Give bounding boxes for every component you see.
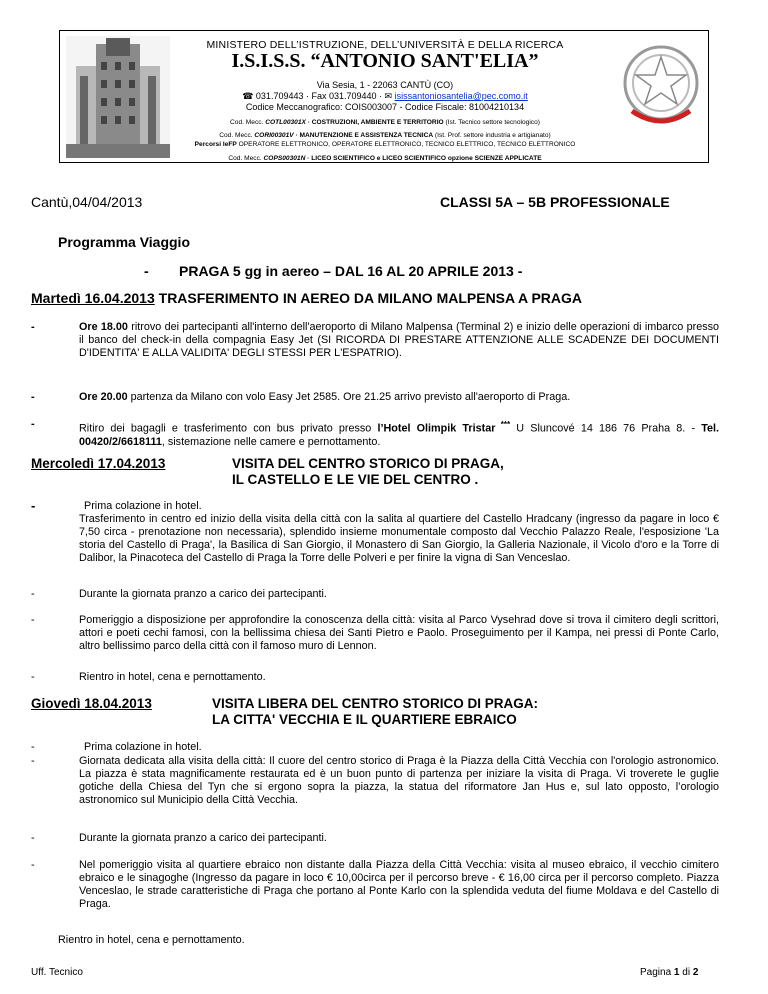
day-title-wednesday-2: IL CASTELLO E LE VIE DEL CENTRO . (232, 472, 479, 487)
bullet-dash: - (31, 498, 36, 513)
program-item: Prima colazione in hotel. (84, 741, 202, 753)
bullet-dash: - (31, 755, 35, 767)
program-item: Rientro in hotel, cena e pernottamento. (79, 671, 266, 683)
program-item: Rientro in hotel, cena e pernottamento. (58, 934, 245, 946)
day-title: TRASFERIMENTO IN AEREO DA MILANO MALPENSA A PRAGA (154, 290, 583, 306)
school-codes: Codice Meccanografico: COIS003007 - Codice Fiscale: 81004210134 (245, 102, 525, 112)
hotel-phone: Tel. 00420/2/6618111 (79, 422, 720, 448)
mail-icon: ✉ (384, 91, 395, 101)
section-line: Cod. Mecc. CORI00301V · MANUTENZIONE E ASSISTENZA TECNICA (Ist. Prof. settore industria e artigianato) (219, 132, 551, 139)
bullet-dash: - (31, 321, 35, 333)
section-line: Percorsi IeFP OPERATORE ELETTRONICO, OPERATORE ELETTRONICO, TECNICO ELETTRICO, TECNICO ELETTRONICO (194, 141, 576, 148)
program-item: Nel pomeriggio visita al quartiere ebraico non distante dalla Piazza della Città Vecchia: visita al museo ebraico, il vecchio cimitero ebraico e le sinagoghe (Ingresso da pagare in loco € 10,00circa per il percorso breve - € 16,00 circa per il percorso completo. Piazza Venceslao, le strade caratteristiche di Praga che portano al Ponte Karlo con la splendida veduta del fiume Moldava e del Castello di Praga. (79, 859, 719, 910)
program-item: Ore 18.00 ritrovo dei partecipanti all'interno dell'aeroporto di Milano Malpensa (Terminal 2) e inizio delle operazioni di imbarco presso il banco del check-in della compagnia Easy Jet (SI RICORDA DI PRESTARE ATTENZIONE ALLE SCADENZE DEI DOCUMENTI D'IDENTITA' E ALLA VALIDITA' DEGLI STESSI PER L'ESPATRIO). (79, 321, 720, 359)
program-item: Prima colazione in hotel. (84, 500, 202, 512)
bullet-dash: - (31, 741, 35, 753)
letterhead (59, 30, 709, 163)
day-title-thursday-1: VISITA LIBERA DEL CENTRO STORICO DI PRAGA: (212, 696, 539, 711)
day-date: Martedì 16.04.2013 (31, 290, 155, 306)
hotel-stars: *** (495, 420, 511, 429)
bullet-dash: - (31, 588, 35, 600)
document-date: Cantù,04/04/2013 (31, 194, 143, 210)
program-item: Pomeriggio a disposizione per approfondire la conoscenza della città: visita al Parco Vysehrad dove si trova il cimitero degli scrittori, attori e poeti cechi famosi, con la bellissima chiesa dei Santi Pietro e Paolo. Proseguimento per il Kampa, nei pressi di Ponte Carlo, altro bellissimo parco della città con il famoso muro di Lennon. (79, 614, 719, 652)
page-number: Pagina 1 di 2 (640, 967, 699, 978)
target-classes: CLASSI 5A – 5B PROFESSIONALE (440, 194, 670, 210)
bullet-dash: - (31, 859, 35, 871)
program-item: Giornata dedicata alla visita della città: Il cuore del centro storico di Praga è la Piazza della Città Vecchia con l'orologio astronomico. La piazza è stata magnificamente restaurata ed è un buon punto di partenza per iniziare la visita di Praga. Vi troverete le guglie gotiche della Chiesa del Tyn che si ergono sopra la piazza, la statua del riformatore Jan Hus e, sul lato opposto, l’orologio astronomico sul Municipio della Città Vecchia. (79, 755, 719, 806)
phone-fax: 031.709443 · Fax 031.709440 · (255, 91, 383, 101)
program-item: Trasferimento in centro ed inizio della visita della città con la salita al quartiere del Castello Hradcany (ingresso da pagare in loco € 7,50 circa - prenotazione non necessaria), splendido insieme monumentale composto dal Vecchio Palazzo Reale, l'esposizione 'La storia del Castello di Praga', la Basilica di San Giorgio, il Monastero di San Giorgio, la Galleria Nazionale, il Vicolo d'oro e la Torre di Dalibor, la Pinacoteca del Castello di Praga la Torre delle Polveri e per finire la vigna di San Venceslao. (79, 513, 719, 564)
bullet-dash: - (31, 391, 35, 403)
section-line: Cod. Mecc. COPS00301N · LICEO SCIENTIFICO e LICEO SCIENTIFICO opzione SCIENZE APPLICATE (228, 155, 542, 162)
ministry-line: MINISTERO DELL’ISTRUZIONE, DELL’UNIVERSITÀ E DELLA RICERCA (206, 39, 564, 51)
bullet-dash: - (31, 671, 35, 683)
day-title-wednesday-1: VISITA DEL CENTRO STORICO DI PRAGA, (232, 456, 504, 471)
contact-line (60, 91, 710, 102)
hotel-name: l’Hotel Olimpik Tristar (377, 422, 496, 435)
phone-icon: ☎ (242, 91, 256, 101)
footer-office: Uff. Tecnico (31, 967, 83, 978)
bullet-dash: - (31, 832, 35, 844)
email-link[interactable]: isissantoniosantelia@pec.como.it (394, 91, 528, 101)
day-date-thursday: Giovedì 18.04.2013 (31, 696, 152, 711)
bullet-dash: - (31, 614, 35, 626)
program-title: Programma Viaggio (58, 234, 191, 250)
school-name: I.S.I.S.S. “ANTONIO SANT'ELIA” (231, 50, 539, 72)
day-heading-tuesday (31, 292, 582, 305)
trip-title: PRAGA 5 gg in aereo – DAL 16 AL 20 APRILE 2013 - (179, 263, 523, 279)
program-item: Ritiro dei bagagli e trasferimento con bus privato presso l’Hotel Olimpik Tristar *** U Sluncové 14 186 76 Praha 8. - Tel. 00420/2/6618111, sistemazione nelle camere e pernottamento. (79, 420, 720, 448)
day-title-thursday-2: LA CITTA' VECCHIA E IL QUARTIERE EBRAICO (212, 712, 517, 727)
school-address: Via Sesia, 1 - 22063 CANTÙ (CO) (316, 80, 454, 90)
italian-republic-emblem (620, 41, 702, 129)
section-line: Cod. Mecc. COTL00301X · COSTRUZIONI, AMBIENTE E TERRITORIO (Ist. Tecnico settore tecnologico) (230, 119, 540, 126)
bullet-dash: - (31, 418, 35, 430)
trip-dash: - (144, 263, 149, 279)
program-item: Ore 20.00 partenza da Milano con volo Easy Jet 2585. Ore 21.25 arrivo previsto all'aeroporto di Praga. (79, 391, 571, 403)
program-item: Durante la giornata pranzo a carico dei partecipanti. (79, 832, 327, 844)
program-item: Durante la giornata pranzo a carico dei partecipanti. (79, 588, 327, 600)
day-date-wednesday: Mercoledì 17.04.2013 (31, 456, 166, 471)
